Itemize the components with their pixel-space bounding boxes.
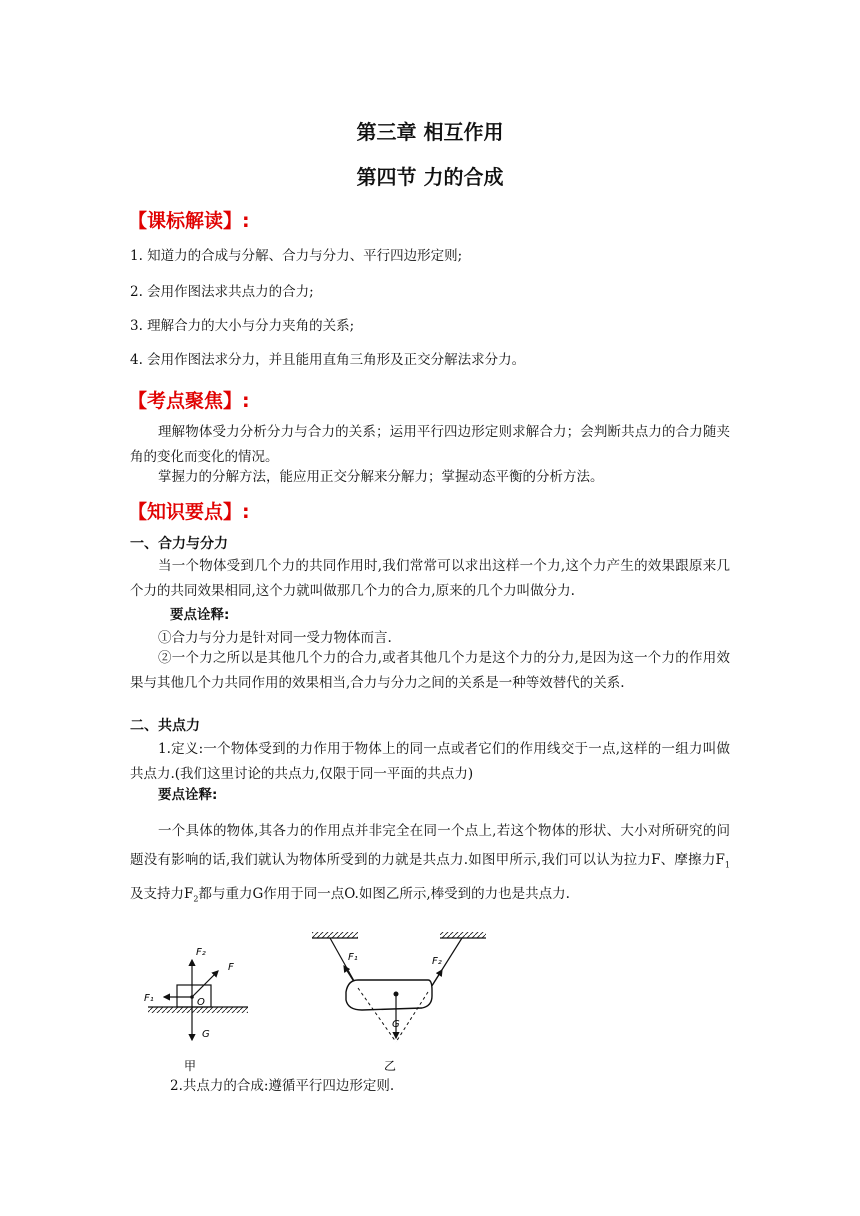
curriculum-item: 4. 会用作图法求分力，并且能用直角三角形及正交分解法求分力。 [130,352,526,368]
section-2-text-b: 及支持力F [130,885,194,902]
chapter-title: 第三章 相互作用 [356,120,504,144]
label-g: G [202,1029,210,1040]
section-2-title: 二、共点力 [130,718,200,734]
label-o: O [197,997,205,1008]
label-f: F [228,962,234,973]
curriculum-item: 3. 理解合力的大小与分力夹角的关系; [130,318,355,334]
knowledge-heading: 【知识要点】: [128,501,250,523]
ceiling-left-hatch [312,932,358,938]
caption-yi: 乙 [384,1059,397,1073]
section-2-paragraph [130,817,730,913]
figure-jia [140,935,270,1075]
focus-paragraph-2: 掌握力的分解方法，能应用正交分解来分解力；掌握动态平衡的分析方法。 [158,469,604,485]
force-f-arrow [192,971,218,997]
subscript-2: 2 [193,894,199,904]
section-2-synthesis: 2.共点力的合成:遵循平行四边形定则. [170,1078,395,1094]
section-2-text-a: 一个具体的物体,其各力的作用点并非完全在同一个点上,若这个物体的形状、大小对所研究的问题没有影响的话,我们就认为物体所受到的力就是共点力.如图甲所示,我们可以认为拉力F、摩擦力F [130,823,730,868]
label-f1: F₁ [144,993,154,1004]
section-1-paragraph: 当一个物体受到几个力的共同作用时,我们常常可以求出这样一个力,这个力产生的效果跟原来几个力的共同效果相同,这个力就叫做那几个力的合力,原来的几个力叫做分力. [130,558,730,599]
section-2-note-label: 要点诠释: [158,787,218,803]
section-1-note-1: ①合力与分力是针对同一受力物体而言. [158,630,392,646]
curriculum-item: 1. 知道力的合成与分解、合力与分力、平行四边形定则; [130,248,463,264]
label-f1: F₁ [348,952,358,963]
section-1-note-2: ②一个力之所以是其他几个力的合力,或者其他几个力是这个力的分力,是因为这一个力的作用效果与其他几个力共同作用的效果相当,合力与分力之间的关系是一种等效替代的关系. [130,650,730,691]
figure-yi [300,930,510,1075]
focus-heading: 【考点聚焦】: [128,390,250,412]
label-f2: F₂ [196,947,206,958]
section-1-title: 一、合力与分力 [130,536,228,552]
ceiling-right-hatch [440,932,486,938]
section-title: 第四节 力的合成 [356,165,504,189]
curriculum-item: 2. 会用作图法求共点力的合力; [130,284,314,300]
curriculum-heading: 【课标解读】: [128,210,250,232]
block [177,985,211,1007]
caption-jia: 甲 [184,1059,197,1073]
subscript-1: 1 [724,860,730,870]
section-2-definition: 1.定义:一个物体受到的力作用于物体上的同一点或者它们的作用线交于一点,这样的一组力叫做共点力.(我们这里讨论的共点力,仅限于同一平面的共点力) [130,741,730,782]
point-o [190,995,194,999]
section-2-text-c: 都与重力G作用于同一点O.如图乙所示,棒受到的力也是共点力. [198,885,570,902]
section-1-note-label: 要点诠释: [170,607,230,623]
label-f2: F₂ [432,956,442,967]
rod [346,980,432,1010]
label-g: G [392,1019,400,1030]
focus-paragraph-1: 理解物体受力分析分力与合力的关系；运用平行四边形定则求解合力；会判断共点力的合力随夹角的变化而变化的情况。 [130,424,730,465]
